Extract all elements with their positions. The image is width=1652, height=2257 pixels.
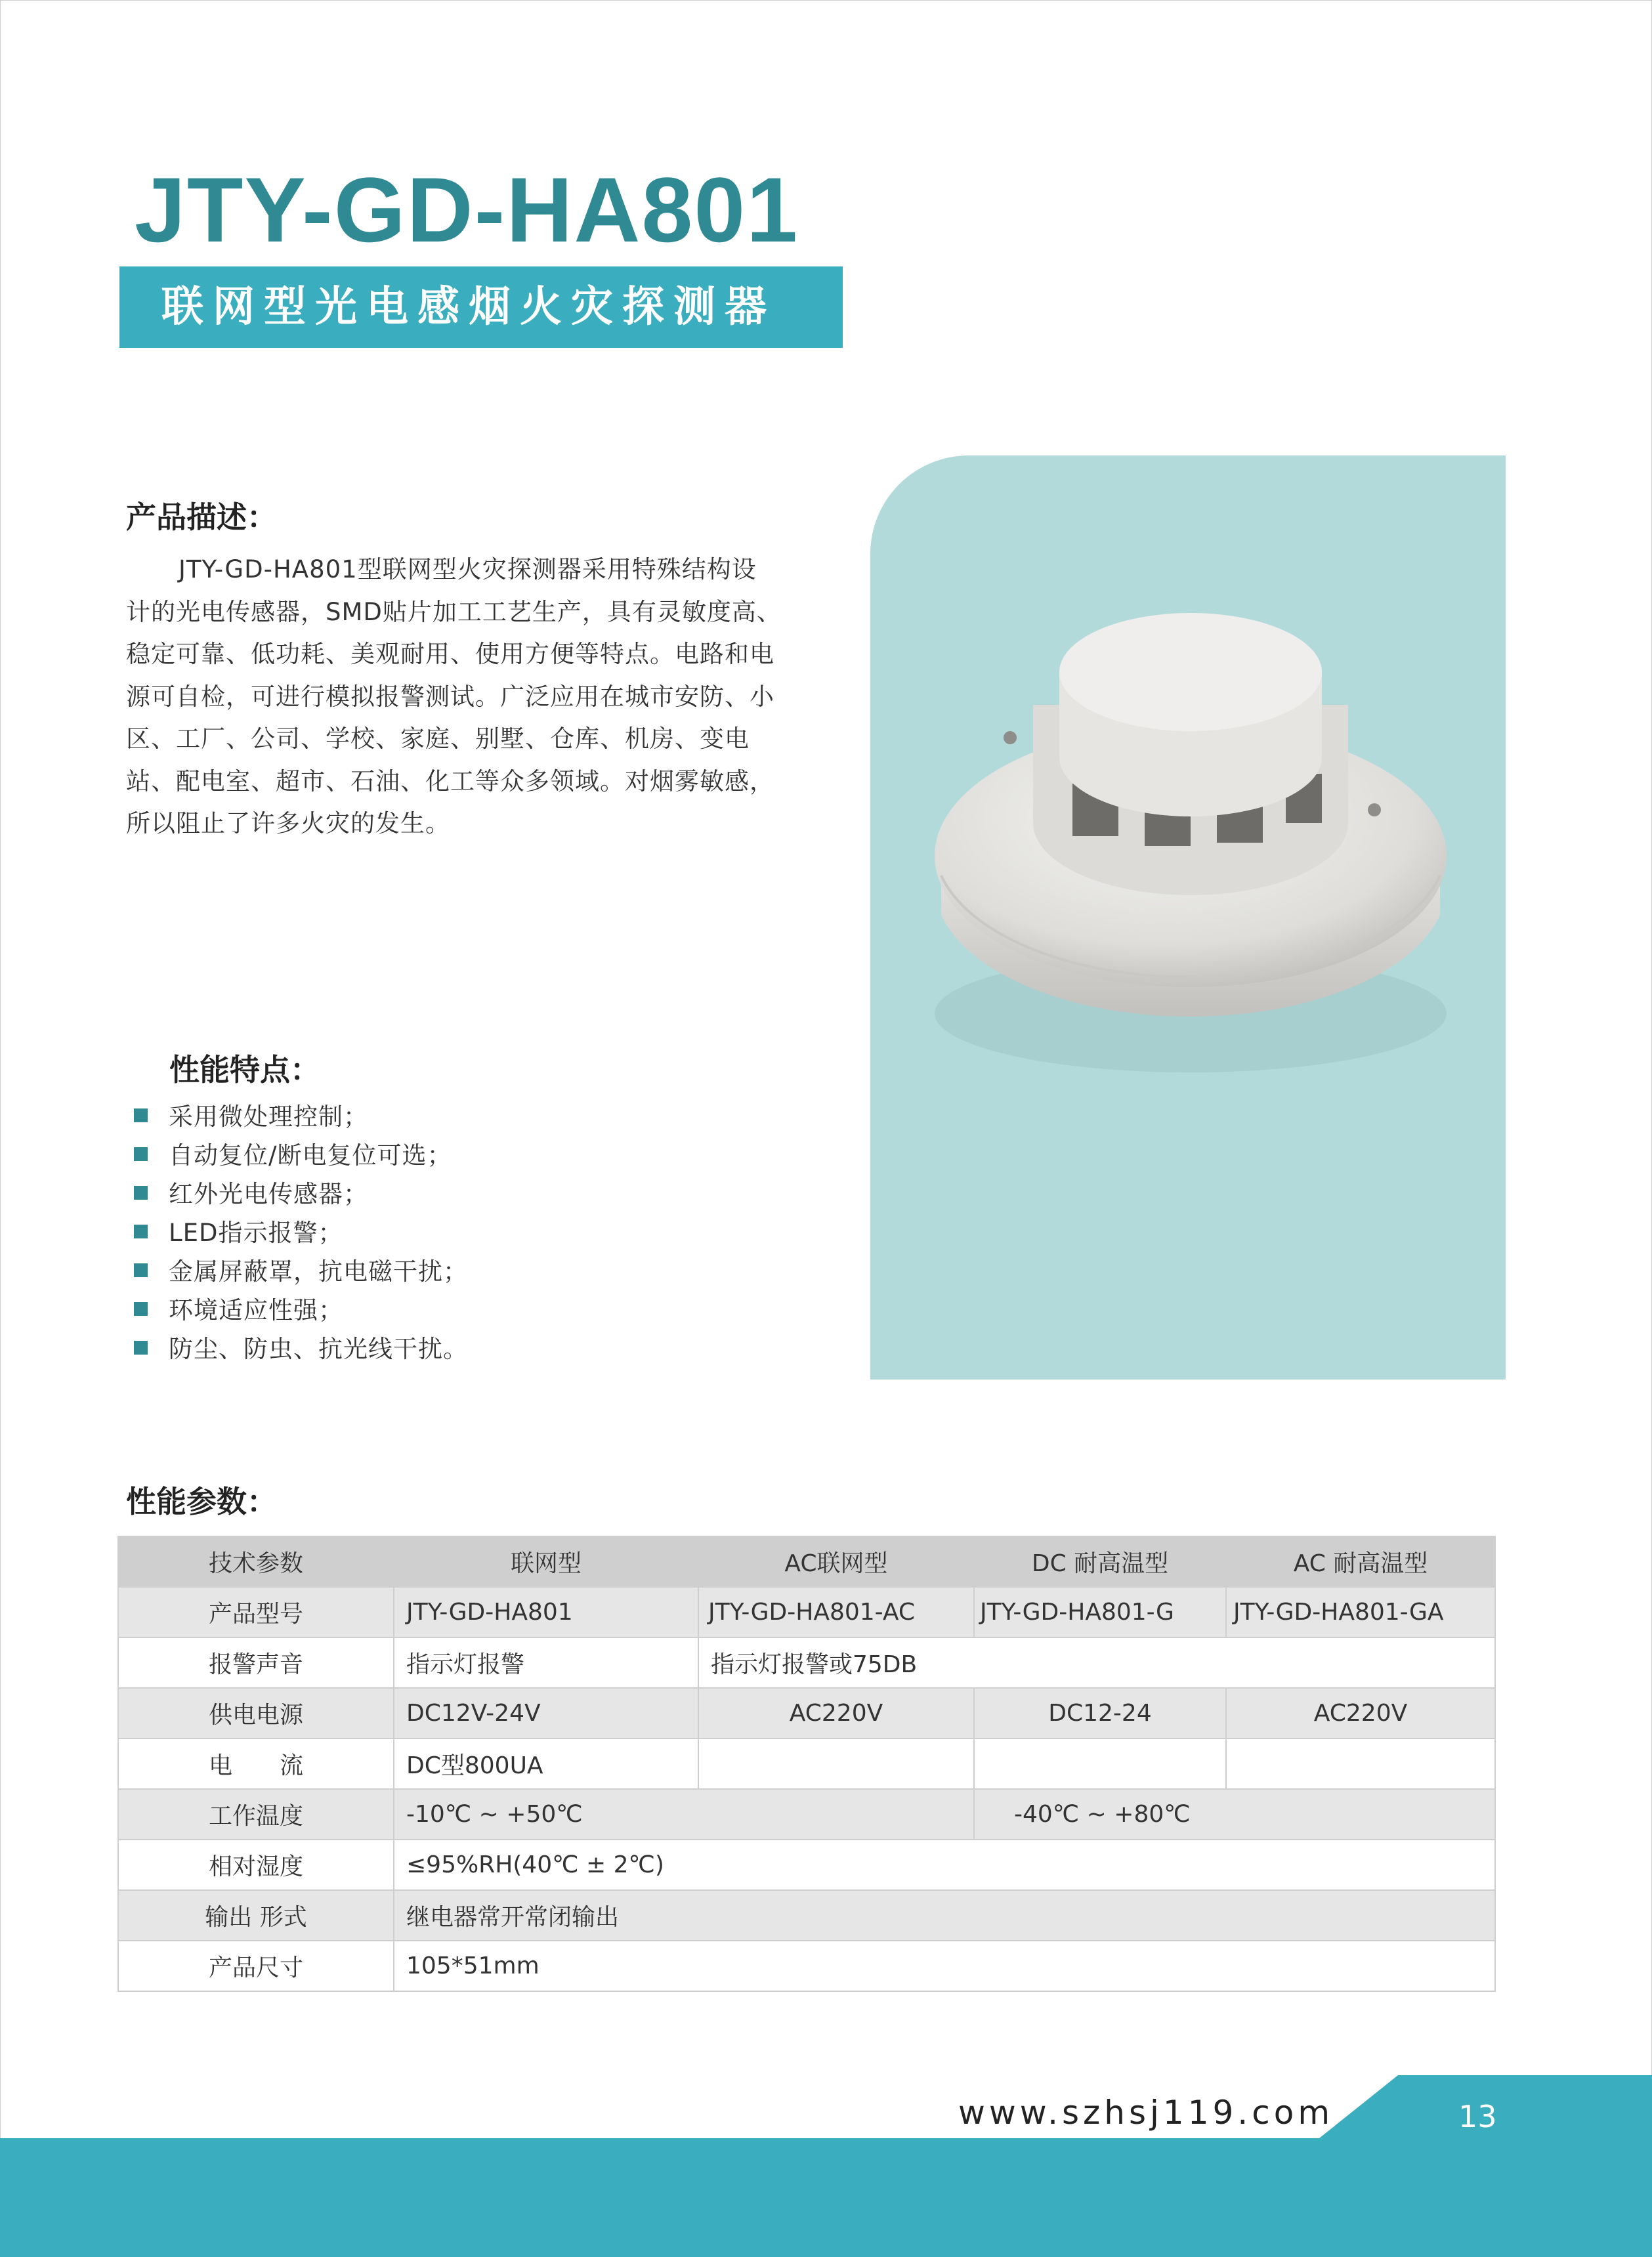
description-line: 区、工厂、公司、学校、家庭、别墅、仓库、机房、变电 — [126, 725, 750, 753]
feature-text: LED指示报警； — [169, 1219, 343, 1247]
description-line: 源可自检，可进行模拟报警测试。广泛应用在城市安防、小 — [126, 682, 774, 711]
table-cell: DC12-24 — [974, 1688, 1226, 1739]
square-bullet-icon — [134, 1225, 148, 1238]
table-cell: 105*51mm — [394, 1941, 1495, 1991]
table-row — [118, 1587, 1495, 1637]
square-bullet-icon — [134, 1108, 148, 1122]
feature-item — [134, 1213, 468, 1252]
table-cell — [1226, 1739, 1495, 1789]
product-photo-panel — [870, 455, 1506, 1380]
row-label: 工作温度 — [118, 1789, 394, 1840]
table-row — [118, 1637, 1495, 1688]
feature-text: 金属屏蔽罩，抗电磁干扰； — [169, 1257, 468, 1286]
table-cell — [698, 1739, 974, 1789]
description-line: 计的光电传感器，SMD贴片加工工艺生产，具有灵敏度高、 — [126, 597, 782, 626]
feature-item — [134, 1097, 468, 1136]
feature-item — [134, 1291, 468, 1330]
header-cell: AC 耐高温型 — [1226, 1536, 1495, 1587]
description-body — [126, 549, 802, 845]
header-cell: 联网型 — [394, 1536, 698, 1587]
square-bullet-icon — [134, 1186, 148, 1200]
feature-item — [134, 1136, 468, 1175]
spec-table — [117, 1536, 1496, 1992]
footer-band — [0, 2138, 1652, 2257]
website-url: www.szhsj119.com — [958, 2094, 1334, 2132]
feature-text: 环境适应性强； — [169, 1296, 343, 1324]
table-cell: ≤95%RH(40℃ ± 2℃) — [394, 1840, 1495, 1890]
table-row — [118, 1789, 1495, 1840]
table-cell: 指示灯报警或75DB — [698, 1637, 1495, 1688]
params-heading: 性能参数： — [126, 1484, 277, 1519]
smoke-detector-image — [928, 606, 1453, 1105]
row-label: 电 流 — [118, 1739, 394, 1789]
table-cell: 继电器常开常闭输出 — [394, 1890, 1495, 1941]
description-line: JTY-GD-HA801型联网型火灾探测器采用特殊结构设 — [179, 555, 757, 583]
square-bullet-icon — [134, 1302, 148, 1316]
table-cell: JTY-GD-HA801-GA — [1226, 1587, 1495, 1637]
feature-text: 采用微处理控制； — [169, 1103, 368, 1131]
model-title: JTY-GD-HA801 — [135, 158, 799, 261]
table-cell — [974, 1739, 1226, 1789]
table-cell: DC型800UA — [394, 1739, 698, 1789]
feature-item — [134, 1330, 468, 1368]
table-row — [118, 1739, 1495, 1789]
row-label: 输出 形式 — [118, 1890, 394, 1941]
feature-item — [134, 1175, 468, 1213]
table-row — [118, 1941, 1495, 1991]
table-cell: JTY-GD-HA801-G — [974, 1587, 1226, 1637]
table-cell: JTY-GD-HA801 — [394, 1587, 698, 1637]
header-cell: AC联网型 — [698, 1536, 974, 1587]
table-row — [118, 1840, 1495, 1890]
table-cell: JTY-GD-HA801-AC — [698, 1587, 974, 1637]
description-line: 所以阻止了许多火灾的发生。 — [126, 809, 450, 837]
feature-item — [134, 1252, 468, 1291]
table-cell: -40℃ ~ +80℃ — [974, 1789, 1495, 1840]
table-row — [118, 1890, 1495, 1941]
table-cell: AC220V — [698, 1688, 974, 1739]
row-label: 产品型号 — [118, 1587, 394, 1637]
features-list — [134, 1097, 468, 1368]
table-cell: -10℃ ~ +50℃ — [394, 1789, 974, 1840]
header-cell: DC 耐高温型 — [974, 1536, 1226, 1587]
table-header-row — [118, 1536, 1495, 1587]
subtitle-text: 联网型光电感烟火灾探测器 — [161, 283, 776, 331]
row-label: 产品尺寸 — [118, 1941, 394, 1991]
features-heading: 性能特点： — [169, 1052, 320, 1087]
feature-text: 红外光电传感器； — [169, 1180, 368, 1208]
description-line: 稳定可靠、低功耗、美观耐用、使用方便等特点。电路和电 — [126, 640, 774, 668]
subtitle-banner — [119, 266, 843, 348]
row-label: 相对湿度 — [118, 1840, 394, 1890]
description-heading: 产品描述： — [126, 499, 277, 535]
square-bullet-icon — [134, 1263, 148, 1277]
table-cell: AC220V — [1226, 1688, 1495, 1739]
row-label: 供电电源 — [118, 1688, 394, 1739]
table-cell: DC12V-24V — [394, 1688, 698, 1739]
table-cell: 指示灯报警 — [394, 1637, 698, 1688]
header-cell: 技术参数 — [118, 1536, 394, 1587]
description-line: 站、配电室、超市、石油、化工等众多领域。对烟雾敏感， — [126, 767, 774, 795]
page-number: 13 — [1458, 2099, 1497, 2134]
feature-text: 自动复位/断电复位可选； — [169, 1141, 452, 1170]
table-row — [118, 1688, 1495, 1739]
row-label: 报警声音 — [118, 1637, 394, 1688]
square-bullet-icon — [134, 1147, 148, 1161]
feature-text: 防尘、防虫、抗光线干扰。 — [169, 1335, 468, 1363]
square-bullet-icon — [134, 1341, 148, 1355]
